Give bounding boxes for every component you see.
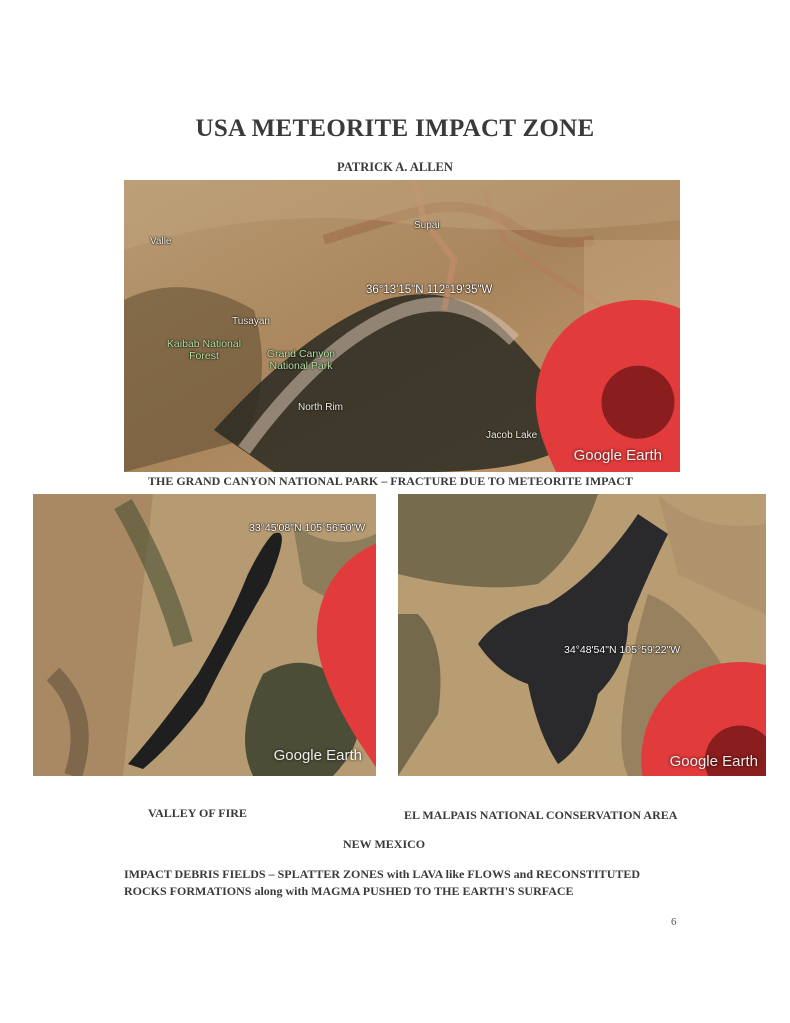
region-label: NEW MEXICO xyxy=(343,837,426,851)
el-malpais-caption: EL MALPAIS NATIONAL CONSERVATION AREA xyxy=(404,808,678,822)
google-earth-watermark: Google Earth xyxy=(573,447,662,464)
note-line-2: ROCKS FORMATIONS along with MAGMA PUSHED TO THE EARTH'S SURFACE xyxy=(124,884,574,898)
valley-of-fire-satellite-image xyxy=(33,494,376,776)
location-pin-icon xyxy=(244,536,376,776)
map-label-kaibab: Kaibab National Forest xyxy=(166,338,242,362)
impact-debris-note xyxy=(124,866,684,900)
grand-canyon-satellite-image xyxy=(124,180,680,472)
el-malpais-satellite-image xyxy=(398,494,766,776)
author-name: PATRICK A. ALLEN xyxy=(337,160,453,174)
map-label-jacob-lake: Jacob Lake xyxy=(486,430,538,441)
map-label-valle: Valle xyxy=(150,236,172,247)
map-label-grand-canyon-np: Grand Canyon National Park xyxy=(266,348,336,372)
valley-of-fire-caption: VALLEY OF FIRE xyxy=(148,806,247,820)
map-label-supai: Supai xyxy=(414,220,440,231)
google-earth-watermark: Google Earth xyxy=(273,747,362,764)
coordinate-readout: 34°48'54"N 105°59'22"W xyxy=(564,644,681,656)
page-number: 6 xyxy=(671,916,677,928)
map-label-tusayan: Tusayan xyxy=(232,316,270,327)
coordinate-readout: 36°13'15"N 112°19'35"W xyxy=(366,284,493,296)
page-title: USA METEORITE IMPACT ZONE xyxy=(195,115,595,142)
map-label-north-rim: North Rim xyxy=(298,402,344,413)
coordinate-readout: 33°45'08"N 105°56'50"W xyxy=(249,522,366,534)
grand-canyon-caption: THE GRAND CANYON NATIONAL PARK – FRACTURE DUE TO METEORITE IMPACT xyxy=(148,474,633,488)
note-line-1: IMPACT DEBRIS FIELDS – SPLATTER ZONES with LAVA like FLOWS and RECONSTITUTED xyxy=(124,867,641,881)
google-earth-watermark: Google Earth xyxy=(669,753,758,770)
